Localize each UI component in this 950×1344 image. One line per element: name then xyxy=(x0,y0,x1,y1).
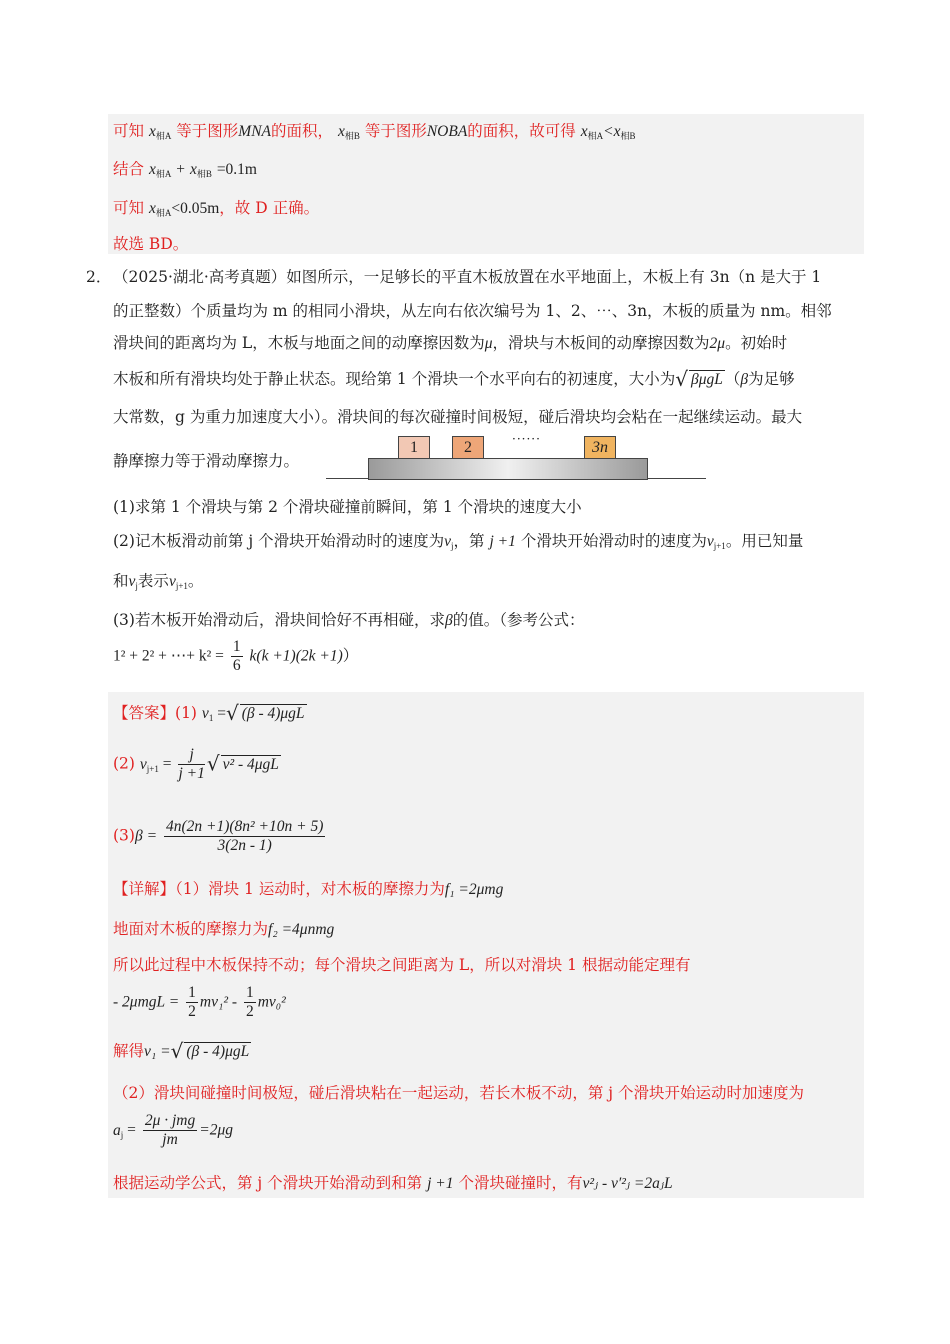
question-line-5: 大常数，g 为重力加速度大小）。滑块间的每次碰撞时间极短，碰后滑块均会粘在一起继续运动。最大 xyxy=(113,408,803,426)
detail-line-8: 根据运动学公式，第 j 个滑块开始滑动到和第 j +1 个滑块碰撞时，有v²ⱼ - v′²ⱼ =2aⱼL xyxy=(113,1174,673,1192)
prev-solution-line-3: 可知 $x_{相A}<0.05m$，故 D 正确。 xyxy=(113,199,320,218)
prev-solution-line-4: 故选 BD。 xyxy=(113,235,189,253)
detail-line-5: 解得v₁ =√ (β - 4)μgL xyxy=(113,1039,250,1063)
detail-line-3: 所以此过程中木板保持不动；每个滑块之间距离为 L，所以对滑块 1 根据动能定理有 xyxy=(113,956,691,974)
detail-line-2: 地面对木板的摩擦力为f₂ =4μnmg xyxy=(113,920,335,938)
wooden-board xyxy=(368,458,648,480)
detail-line-4: - 2μmgL = $\frac{1}{2}$ mv₁² - $\frac{1}{2}$ mv₀² xyxy=(113,984,286,1020)
question-line-2: 的正整数）个质量均为 m 的相同小滑块，从左向右依次编号为 1、2、⋯、3n，木板的质量为 nm。相邻 xyxy=(113,302,832,320)
block-2: 2 xyxy=(452,436,484,459)
answer-1: 【答案】(1) $v_1$ =√ (β - 4)μgL xyxy=(113,701,305,725)
reference-formula: 1² + 2² + ⋯+ k² = $\frac{1}{6}$ k(k +1)(2k +1)） xyxy=(113,638,359,674)
question-line-1: （2025·湖北·高考真题）如图所示，一足够长的平直木板放置在水平地面上，木板上有 3n（n 是大于 1 xyxy=(113,268,822,286)
question-line-4: 木板和所有滑块均处于静止状态。现给第 1 个滑块一个水平向右的初速度，大小为√ βμgL （β为足够 xyxy=(113,367,795,391)
answer-3: (3)β = $\frac{\text{4n(2n +1)(8n² +10n + 5)}}{3(2n - 1)}$ xyxy=(113,818,324,854)
detail-line-6: （2）滑块间碰撞时间极短，碰后滑块粘在一起运动，若长木板不动，第 j 个滑块开始运动时加速度为 xyxy=(113,1084,805,1102)
board-figure xyxy=(326,432,706,482)
question-line-6: 静摩擦力等于滑动摩擦力。 xyxy=(113,452,300,470)
detail-line-1: 【详解】（1）滑块 1 运动时，对木板的摩擦力为f₁ =2μmg xyxy=(113,880,504,898)
question-line-3: 滑块间的距离均为 L，木板与地面之间的动摩擦因数为μ，滑块与木板间的动摩擦因数为2μ。初始时 xyxy=(113,334,788,352)
detail-label: 【详解】 xyxy=(113,880,176,898)
ellipsis-dots: ······ xyxy=(512,432,541,446)
question-part-2: (2)记木板滑动前第 j 个滑块开始滑动时的速度为$v_j$，第 j +1 个滑块开始滑动时的速度为$v_{j+1}$。用已知量 xyxy=(113,532,804,551)
block-3n: 3n xyxy=(584,436,616,459)
question-part-2-cont: 和$v_j$表示$v_{j+1}$。 xyxy=(113,572,204,591)
answer-label: 【答案】 xyxy=(113,704,176,722)
detail-line-7: $a_j$ = $\frac{\text{2μ · jmg}}{jm}$ =2μg xyxy=(113,1112,233,1148)
block-1: 1 xyxy=(398,436,430,459)
prev-solution-line-1: 可知 $x_{相A}$ 等于图形MNA的面积， $x_{相B}$ 等于图形NOBA的面积，故可得 $x_{相A}<x_{相B}$ xyxy=(113,122,636,141)
answer-2: (2) $v_{j+1}$ = $\frac{j}{j +1}$ √ v² - 4μgL xyxy=(113,746,279,782)
question-part-1: (1)求第 1 个滑块与第 2 个滑块碰撞前瞬间，第 1 个滑块的速度大小 xyxy=(113,498,582,516)
prev-solution-line-2: 结合 $x_{相A} + x_{相B} =0.1m$ xyxy=(113,160,257,179)
question-part-3: (3)若木板开始滑动后，滑块间恰好不再相碰，求β的值。（参考公式： xyxy=(113,611,585,629)
question-number: 2． xyxy=(86,268,112,286)
